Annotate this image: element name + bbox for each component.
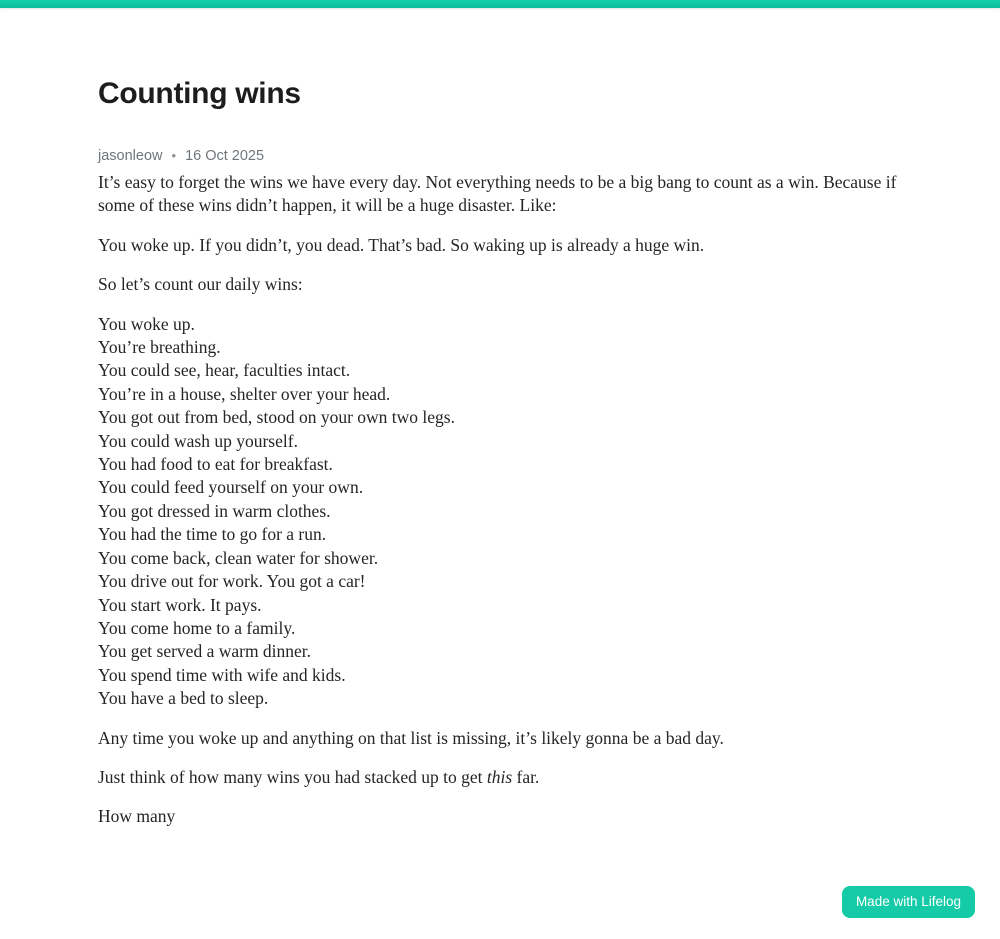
win-list-line: You’re breathing. (98, 337, 221, 358)
win-list-line: You had the time to go for a run. (98, 524, 327, 545)
stacked-text-before: Just think of how many wins you had stacked up to get (98, 766, 487, 787)
byline (98, 146, 902, 166)
win-list-line: You drive out for work. You got a car! (98, 571, 366, 592)
stacked-text-after: far. (512, 766, 540, 787)
win-list-line: You start work. It pays. (98, 594, 262, 615)
paragraph-wake-up: You woke up. If you didn’t, you dead. That’s bad. So waking up is already a huge win. (98, 234, 705, 255)
win-list-line: You’re in a house, shelter over your head. (98, 383, 391, 404)
paragraph-count-intro: So let’s count our daily wins: (98, 274, 303, 295)
win-list-line: You could wash up yourself. (98, 430, 298, 451)
win-list-line: You woke up. (98, 313, 195, 334)
win-list-line: You come back, clean water for shower. (98, 547, 379, 568)
author-link[interactable]: jasonleow (98, 148, 163, 164)
win-list-line: You spend time with wife and kids. (98, 664, 346, 685)
page-title: Counting wins (98, 77, 301, 110)
win-list-line: You got dressed in warm clothes. (98, 500, 331, 521)
top-accent-bar (0, 0, 1000, 8)
win-list-line: You get served a warm dinner. (98, 641, 312, 662)
made-with-lifelog-badge[interactable]: Made with Lifelog (842, 886, 975, 918)
win-list-line: You could see, hear, faculties intact. (98, 360, 351, 381)
paragraph-intro: It’s easy to forget the wins we have every day. Not everything needs to be a big bang to count as a win. Because if some of these wins didn’t happen, it will be a huge disaster. Like: (98, 172, 897, 216)
paragraph-how-many: How many (98, 806, 176, 827)
stacked-text-italic: this (486, 766, 513, 787)
win-list-line: You got out from bed, stood on your own two legs. (98, 407, 455, 428)
win-list-line: You come home to a family. (98, 617, 296, 638)
paragraph-stacked-wins (98, 766, 902, 789)
win-list-line: You could feed yourself on your own. (98, 477, 364, 498)
post-date: 16 Oct 2025 (185, 148, 265, 164)
win-list-line: You have a bed to sleep. (98, 688, 269, 709)
paragraph-bad-day: Any time you woke up and anything on that list is missing, it’s likely gonna be a bad day. (98, 727, 724, 748)
win-list (98, 313, 902, 711)
byline-separator: • (171, 148, 177, 163)
win-list-line: You had food to eat for breakfast. (98, 454, 333, 475)
article-container (98, 8, 902, 829)
post-body (98, 171, 902, 829)
